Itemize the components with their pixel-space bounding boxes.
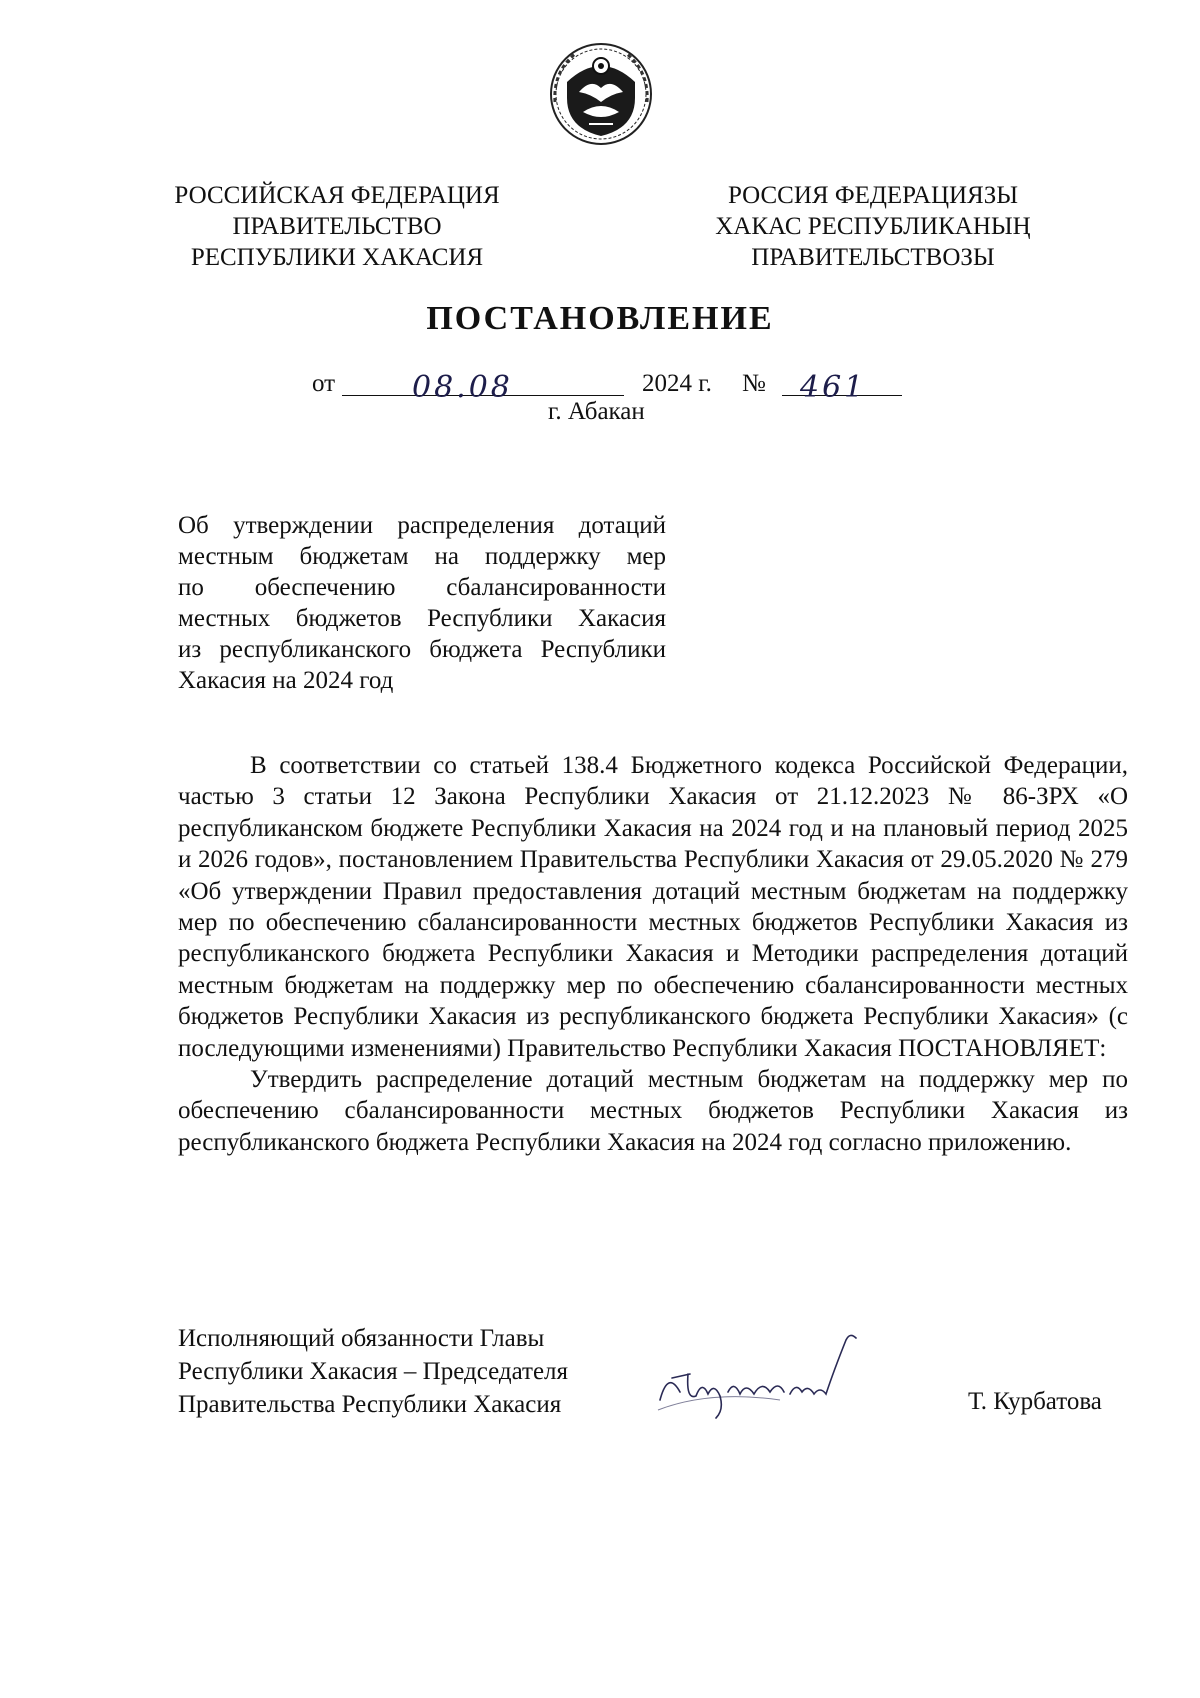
- document-body: [178, 750, 1128, 1158]
- number-label: №: [742, 370, 766, 397]
- year-label: 2024 г.: [642, 370, 712, 397]
- position-line: Правительства Республики Хакасия: [178, 1391, 562, 1418]
- subject-line: Хакасия на 2024 год: [178, 667, 394, 694]
- document-subject: [178, 510, 666, 696]
- subject-line: местным бюджетам на поддержку мер: [178, 543, 666, 570]
- subject-line: местных бюджетов Республики Хакасия: [178, 605, 666, 632]
- header-left-line: РОССИЙСКАЯ ФЕДЕРАЦИЯ: [174, 182, 500, 209]
- handwritten-number: 461: [800, 370, 867, 405]
- position-line: Исполняющий обязанности Главы: [178, 1325, 545, 1352]
- position-line: Республики Хакасия – Председателя: [178, 1358, 569, 1385]
- from-label: от: [312, 370, 336, 397]
- header-left: [147, 180, 527, 273]
- signatory-position: [178, 1322, 568, 1421]
- header-left-line: РЕСПУБЛИКИ ХАКАСИЯ: [190, 244, 484, 271]
- header-right-line: ПРАВИТЕЛЬСТВОЗЫ: [751, 244, 995, 271]
- signatory-name: Т. Курбатова: [968, 1388, 1102, 1415]
- body-paragraph: Утвердить распределение дотаций местным бюджетам на поддержку мер по обеспечению сбалансированности местных бюджетов Республики Хакасия из республиканского бюджета Республики Хакасия на 2024 год согласно приложению.: [178, 1066, 1128, 1156]
- coat-of-arms-emblem: [549, 42, 653, 146]
- document-title: ПОСТАНОВЛЕНИЕ: [426, 300, 774, 337]
- body-paragraph: В соответствии со статьей 138.4 Бюджетного кодекса Российской Федерации, частью 3 статьи 12 Закона Республики Хакасия от 21.12.2023 № 86-ЗРХ «О республиканском бюджете Республики Хакасия на 2024 год и на плановый период 2025 и 2026 годов», постановлением Правительства Республики Хакасия от 29.05.2020 № 279 «Об утверждении Правил предоставления дотаций местным бюджетам на поддержку мер по обеспечению сбалансированности местных бюджетов Республики Хакасия из республиканского бюджета Республики Хакасия и Методики распределения дотаций местным бюджетам на поддержку мер по обеспечению сбалансированности местных бюджетов Республики Хакасия из республиканского бюджета Республики Хакасия» (с последующими изменениями) Правительство Республики Хакасия ПОСТАНОВЛЯЕТ:: [178, 752, 1128, 1062]
- handwritten-date: 08.08: [412, 370, 513, 405]
- header-right-line: ХАКАС РЕСПУБЛИКАНЫҢ: [715, 213, 1031, 240]
- header-left-line: ПРАВИТЕЛЬСТВО: [232, 213, 442, 240]
- header-right-line: РОССИЯ ФЕДЕРАЦИЯЗЫ: [727, 182, 1019, 209]
- city: г. Абакан: [548, 398, 645, 425]
- subject-line: по обеспечению сбалансированности: [178, 574, 666, 601]
- subject-line: Об утверждении распределения дотаций: [178, 512, 666, 539]
- header-right: [683, 180, 1063, 273]
- handwritten-signature: [650, 1330, 930, 1420]
- subject-line: из республиканского бюджета Республики: [178, 636, 666, 663]
